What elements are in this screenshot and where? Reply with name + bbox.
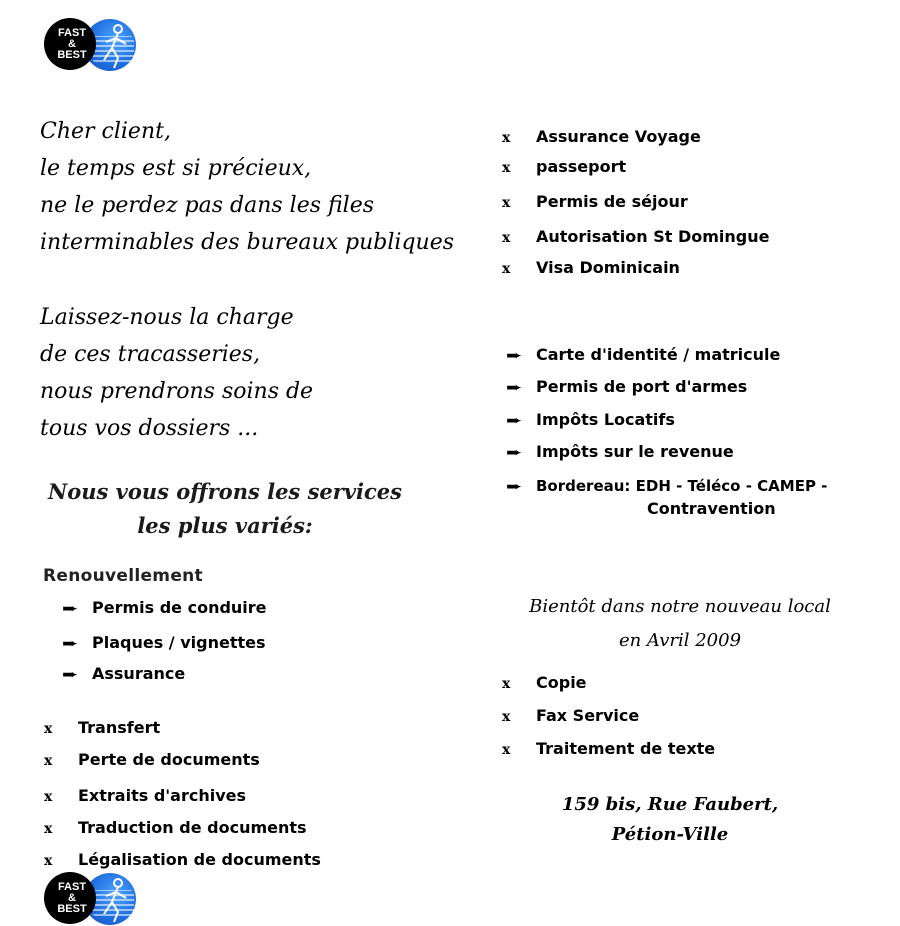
list-item: ➨ Assurance (62, 664, 186, 683)
arrow-icon: ➨ (506, 479, 523, 495)
intro-line: interminables des bureaux publiques (40, 230, 455, 255)
x-bullet-icon: x (44, 853, 53, 869)
list-item: ➨ Bordereau: EDH - Téléco - CAMEP - (506, 477, 828, 495)
arrow-icon: ➨ (506, 380, 523, 396)
list-item: x Copie (502, 673, 587, 692)
intro-line: Cher client, (40, 119, 171, 144)
list-item: x Perte de documents (44, 750, 260, 769)
list-item: x Transfert (44, 718, 161, 737)
arrow-icon: ➨ (62, 601, 79, 617)
arrow-icon: ➨ (506, 413, 523, 429)
renouvellement-heading: Renouvellement (43, 566, 203, 586)
intro-line: Laissez-nous la charge (40, 305, 294, 330)
list-item: x Extraits d'archives (44, 786, 247, 805)
list-item: ➨ Carte d'identité / matricule (506, 345, 781, 364)
list-item-continuation: Contravention (647, 499, 776, 518)
x-bullet-icon: x (44, 789, 53, 805)
logo-text: FAST & BEST (57, 881, 87, 915)
x-bullet-icon: x (502, 709, 511, 725)
announcement (520, 590, 840, 658)
x-bullet-icon: x (44, 721, 53, 737)
arrow-icon: ➨ (506, 445, 523, 461)
list-item: ➨ Impôts sur le revenue (506, 442, 734, 461)
x-bullet-icon: x (502, 742, 511, 758)
logo-bottom (44, 872, 140, 926)
intro-line: tous vos dossiers ... (40, 416, 259, 441)
address-line: 159 bis, Rue Faubert, (561, 794, 779, 815)
list-item: x passeport (502, 157, 627, 176)
announcement-line: en Avril 2009 (618, 630, 742, 651)
x-bullet-icon: x (502, 676, 511, 692)
list-item: x Visa Dominicain (502, 258, 680, 277)
list-item: x Fax Service (502, 706, 640, 725)
list-item: x Permis de séjour (502, 192, 688, 211)
list-item: x Autorisation St Domingue (502, 227, 770, 246)
intro-paragraph-2 (40, 299, 313, 447)
arrow-icon: ➨ (62, 636, 79, 652)
x-bullet-icon: x (502, 195, 511, 211)
list-item: ➨ Permis de port d'armes (506, 377, 748, 396)
x-bullet-icon: x (502, 261, 511, 277)
logo-top (44, 18, 140, 72)
intro-line: nous prendrons soins de (40, 379, 314, 404)
intro-paragraph (40, 113, 454, 261)
intro-line: de ces tracasseries, (40, 342, 261, 367)
x-bullet-icon: x (502, 160, 511, 176)
x-bullet-icon: x (44, 821, 53, 837)
logo-text: FAST & BEST (57, 27, 87, 61)
announcement-line: Bientôt dans notre nouveau local (529, 596, 831, 617)
x-bullet-icon: x (502, 130, 511, 146)
arrow-icon: ➨ (62, 667, 79, 683)
address-line: Pétion-Ville (611, 824, 729, 845)
list-item: ➨ Plaques / vignettes (62, 633, 266, 652)
arrow-icon: ➨ (506, 348, 523, 364)
list-item: ➨ Permis de conduire (62, 598, 267, 617)
offer-heading (40, 475, 410, 543)
offer-line: Nous vous offrons les services (48, 479, 402, 504)
list-item: x Traitement de texte (502, 739, 716, 758)
intro-line: ne le perdez pas dans les files (40, 193, 375, 218)
address (540, 790, 800, 850)
intro-line: le temps est si précieux, (40, 156, 312, 181)
x-bullet-icon: x (44, 753, 53, 769)
list-item: x Assurance Voyage (502, 127, 701, 146)
offer-line: les plus variés: (137, 513, 313, 538)
list-item: ➨ Impôts Locatifs (506, 410, 675, 429)
list-item: x Légalisation de documents (44, 850, 321, 869)
x-bullet-icon: x (502, 230, 511, 246)
list-item: x Traduction de documents (44, 818, 307, 837)
